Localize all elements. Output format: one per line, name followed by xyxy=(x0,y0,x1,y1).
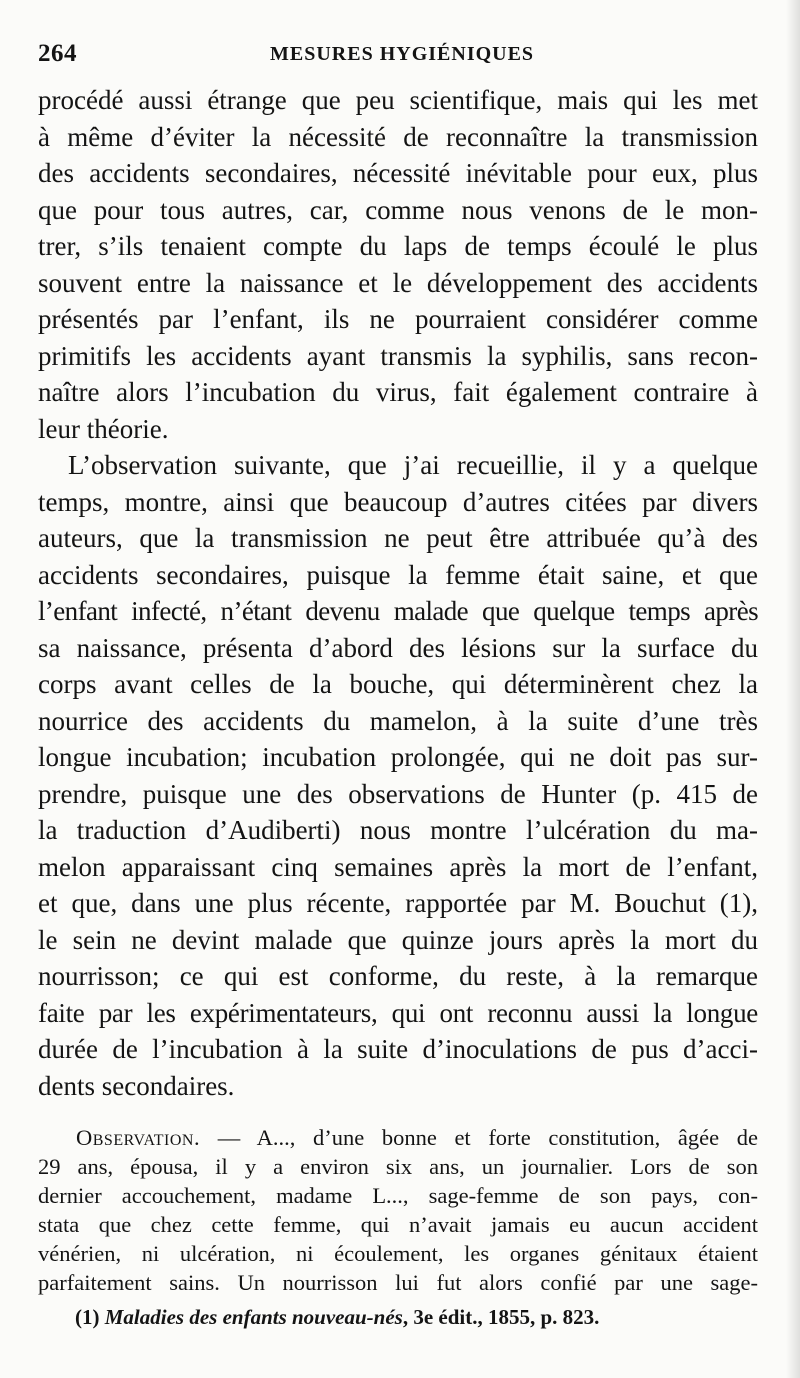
text-line: procédé aussi étrange que peu scientifique, mais qui les met xyxy=(38,85,758,115)
text-line: temps, montre, ainsi que beaucoup d’autres citées par divers xyxy=(38,486,758,517)
text-line: nourrisson; ce qui est conforme, du reste, à la remarque xyxy=(38,961,758,991)
text-line: sa naissance, présenta d’abord des lésions sur la surface du xyxy=(38,632,758,663)
footnote-marker: (1) xyxy=(75,1305,100,1329)
observation-block xyxy=(38,1123,758,1297)
text-line: auteurs, que la transmission ne peut être attribuée qu’à des xyxy=(38,523,758,553)
page-edge-shadow xyxy=(786,0,800,1378)
text-line: présentés par l’enfant, ils ne pourraient considérer comme xyxy=(38,304,758,334)
text-line: nourrice des accidents du mamelon, à la suite d’une très xyxy=(38,705,758,736)
text-line: primitifs les accidents ayant transmis la syphilis, sans recon- xyxy=(38,340,758,371)
observation-line: dernier accouchement, madame L..., sage-femme de son pays, con- xyxy=(38,1183,758,1208)
text-line: longue incubation; incubation prolongée, qui ne doit pas sur- xyxy=(38,742,758,772)
page-number: 264 xyxy=(38,40,77,67)
observation-label: Observation. xyxy=(76,1125,201,1150)
text-line: le sein ne devint malade que quinze jours après la mort du xyxy=(38,924,758,955)
text-line: leur théorie. xyxy=(38,413,169,444)
observation-first-line xyxy=(38,1123,758,1152)
observation-line: 29 ans, épousa, il y a environ six ans, un journalier. Lors de son xyxy=(38,1154,758,1179)
footnote-citation: , 3e édit., 1855, p. 823. xyxy=(402,1305,600,1329)
text-line: naître alors l’incubation du virus, fait également contraire à xyxy=(38,377,758,407)
text-line: trer, s’ils tenaient compte du laps de temps écoulé le plus xyxy=(38,231,758,261)
text-line: faite par les expérimentateurs, qui ont reconnu aussi la longue xyxy=(38,997,758,1028)
observation-text: — A..., d’une bonne et forte constitution, âgée de xyxy=(200,1125,758,1150)
text-line: la traduction d’Audiberti) nous montre l’ulcération du ma- xyxy=(38,815,758,845)
paragraph-2 xyxy=(38,447,758,1104)
text-line: et que, dans une plus récente, rapportée par M. Bouchut (1), xyxy=(38,888,758,918)
page-header xyxy=(38,40,758,70)
text-line: l’enfant infecté, n’étant devenu malade que quelque temps après xyxy=(38,596,758,626)
observation-line: stata que chez cette femme, qui n’avait jamais eu aucun accident xyxy=(38,1212,758,1237)
text-line: prendre, puisque une des observations de Hunter (p. 415 de xyxy=(38,778,758,809)
running-head: MESURES HYGIÉNIQUES xyxy=(270,43,535,65)
text-line: souvent entre la naissance et le développement des accidents xyxy=(38,267,758,298)
text-line: melon apparaissant cinq semaines après la mort de l’enfant, xyxy=(38,851,758,882)
paragraph-1 xyxy=(38,82,758,447)
text-line: corps avant celles de la bouche, qui déterminèrent chez la xyxy=(38,669,758,699)
footnote-book-title: Maladies des enfants nouveau-nés xyxy=(104,1305,403,1329)
text-line: à même d’éviter la nécessité de reconnaître la transmission xyxy=(38,121,758,152)
text-line: durée de l’incubation à la suite d’inoculations de pus d’acci- xyxy=(38,1034,758,1064)
text-line: L’observation suivante, que j’ai recueillie, il y a quelque xyxy=(68,450,758,480)
text-line: accidents secondaires, puisque la femme était saine, et que xyxy=(38,559,758,590)
footnote xyxy=(75,1305,715,1330)
observation-line: parfaitement sains. Un nourrisson lui fut alors confié par une sage- xyxy=(38,1270,758,1295)
text-line: des accidents secondaires, nécessité inévitable pour eux, plus xyxy=(38,158,758,188)
observation-line: vénérien, ni ulcération, ni écoulement, les organes génitaux étaient xyxy=(38,1241,758,1266)
main-text xyxy=(38,82,758,1104)
text-line: dents secondaires. xyxy=(38,1070,235,1101)
text-line: que pour tous autres, car, comme nous venons de le mon- xyxy=(38,194,758,225)
